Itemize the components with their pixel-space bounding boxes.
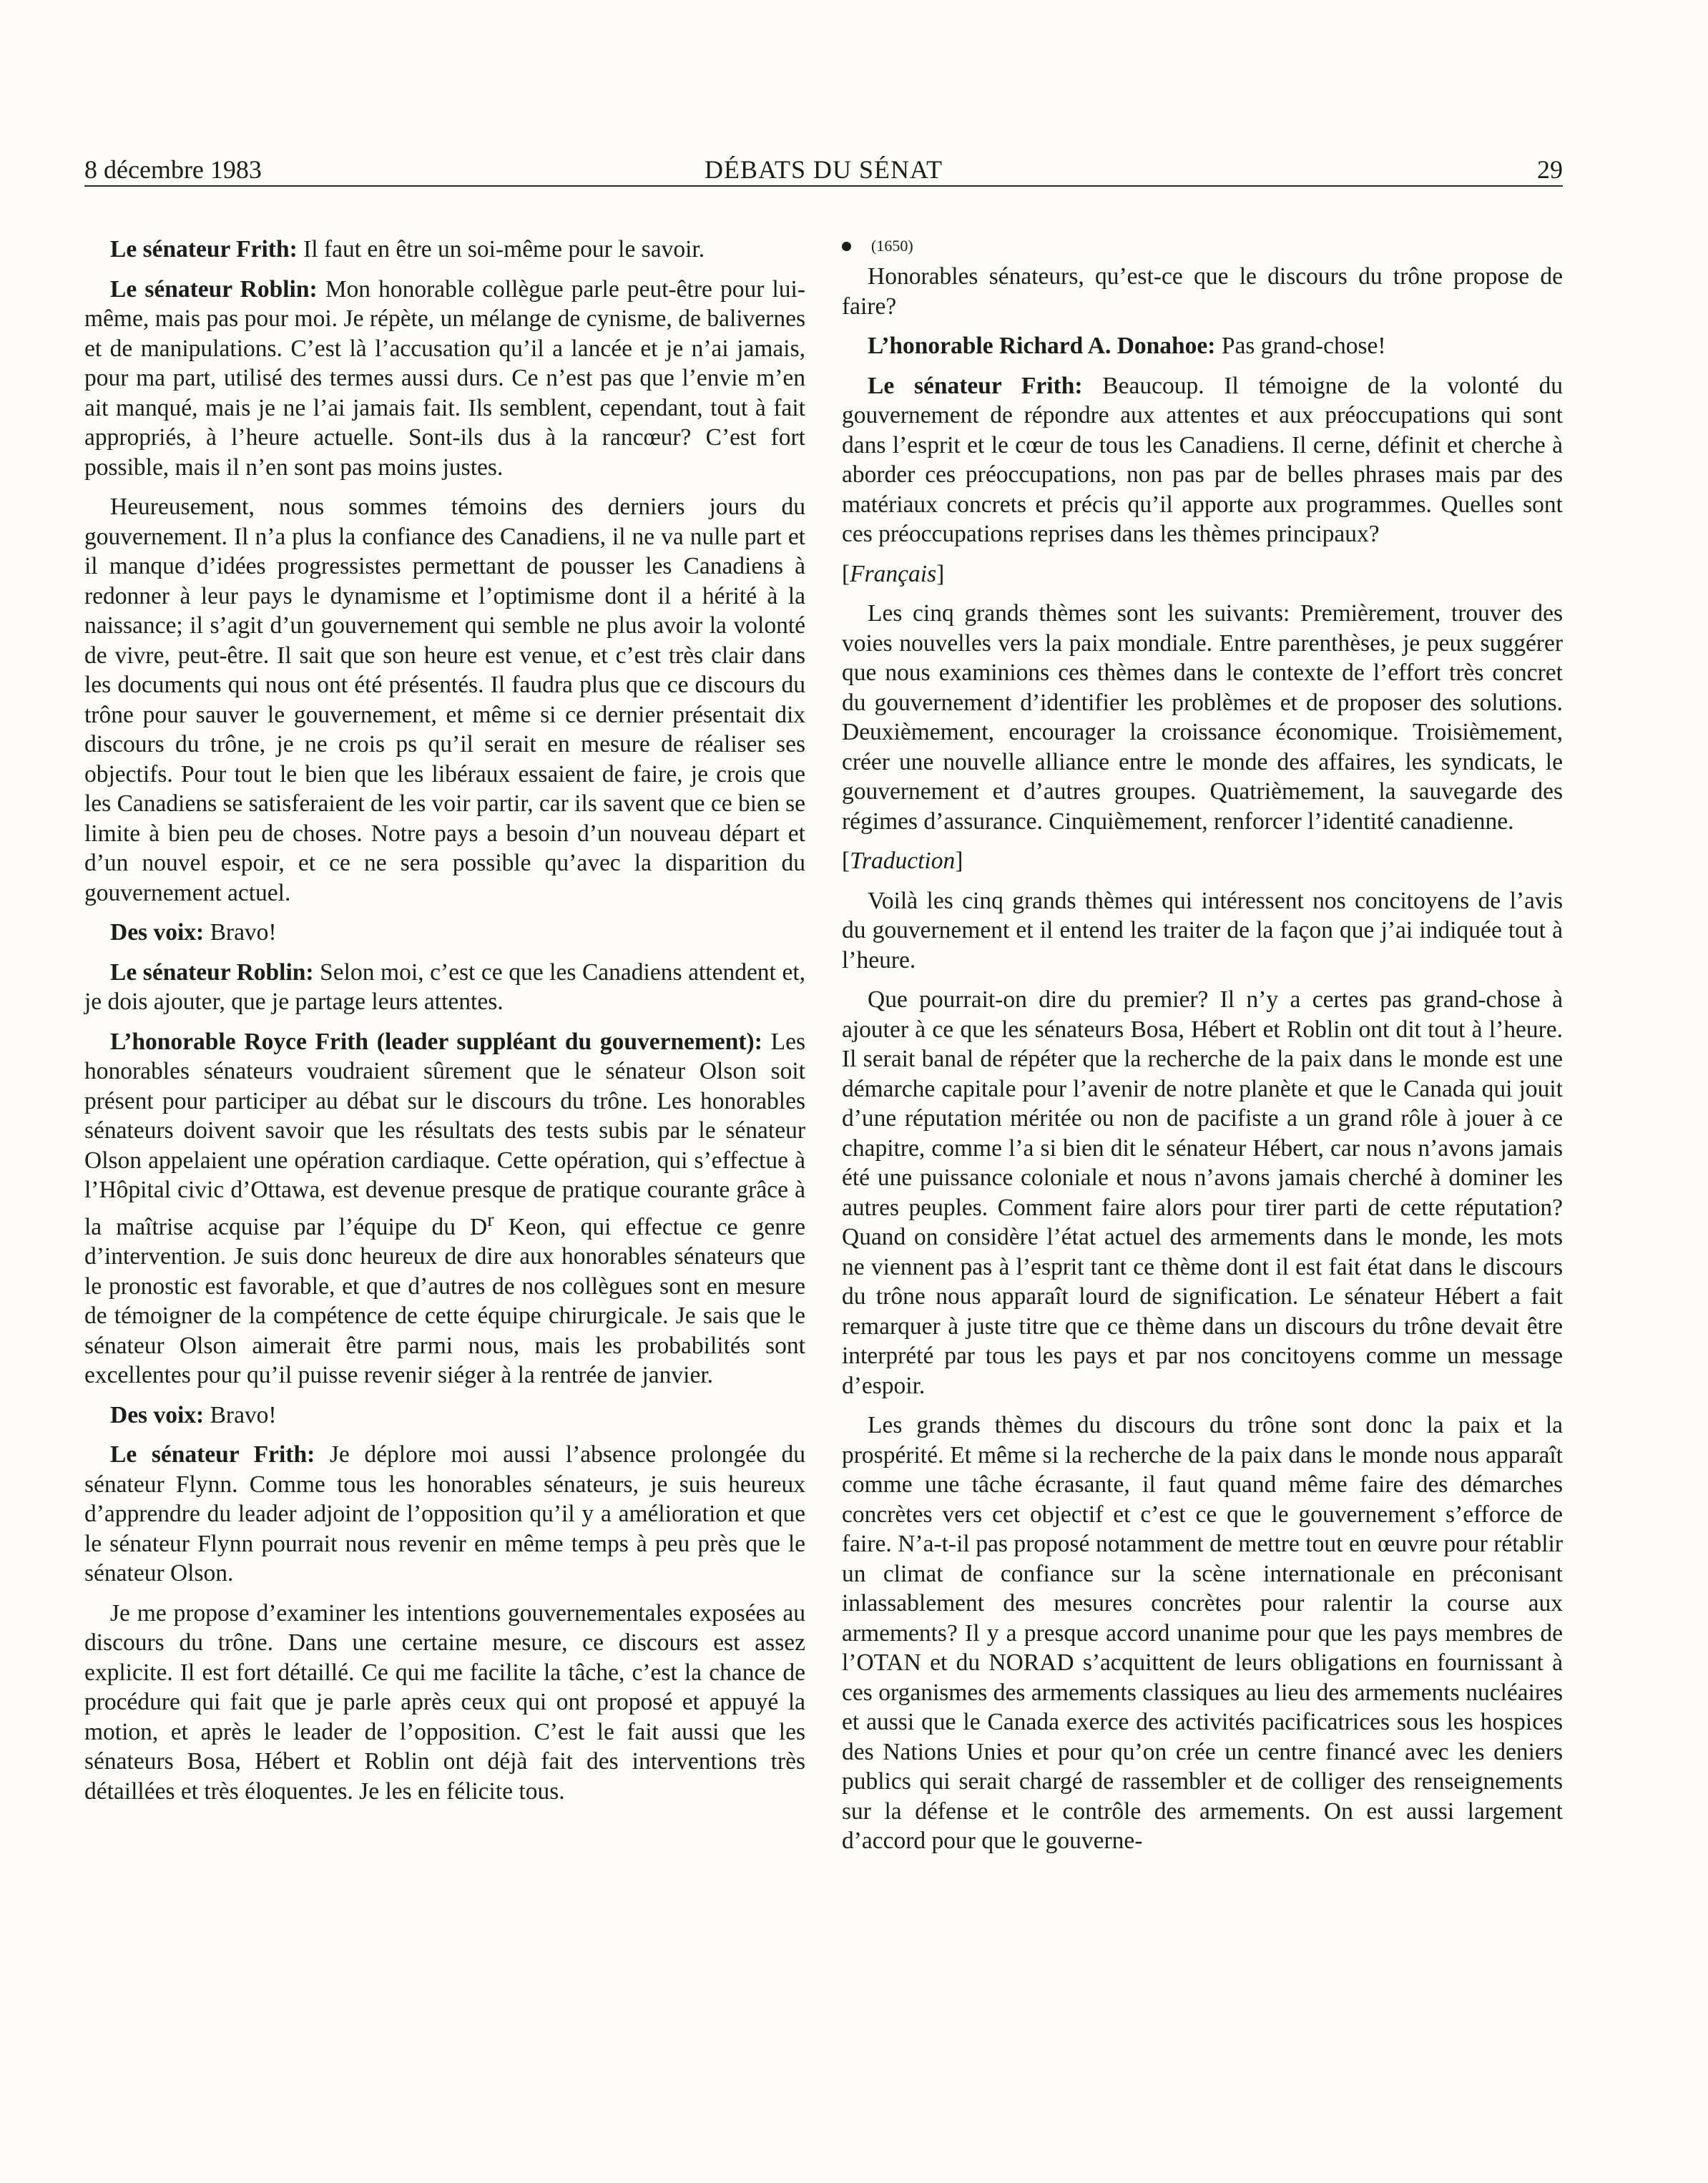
paragraph-text: Beaucoup. Il témoigne de la volonté du gouvernement de répondre aux attentes et aux préoccupations qui sont dans l’esprit et le cœur de tous les Canadiens. Il cerne, définit et cherche à aborder ces préoccupations, non pas par de belles phrases mais par des matériaux concrets et précis qu’il apporte aux programmes. Quelles sont ces préoccupations reprises dans les thèmes principaux? [842,372,1563,547]
speaker-name: L’honorable Richard A. Donahoe: [868,333,1216,359]
running-header [84,152,1563,187]
speaker-name: Le sénateur Frith: [110,1441,315,1468]
paragraph-text: Selon moi, c’est ce que les Canadiens attendent et, je dois ajouter, que je partage leurs attentes. [84,958,805,1015]
bracket-close: ] [955,848,963,874]
paragraph [84,918,805,948]
paragraph-text: Heureusement, nous sommes témoins des derniers jours du gouvernement. Il n’a plus la confiance des Canadiens, il ne va nulle part et il manque d’idées progressistes permettant de pousser les Canadiens à redonner à leur pays le dynamisme et l’optimisme dont il a hérité à la naissance; il s’agit d’un gouvernement qui semble ne plus avoir la volonté de vivre, peut-être. Il sait que son heure est venue, et c’est très clair dans les documents qui nous ont été présentés. Il faudra plus que ce discours du trône pour sauver le gouvernement, et même si ce dernier présentait dix discours du trône, je ne crois ps qu’il serait en mesure de réaliser ses objectifs. Pour tout le bien que les libéraux essaient de faire, je crois que les Canadiens se satisferaient de les voir partir, car ils savent que ce bien se limite à bien peu de choses. Notre pays a besoin d’un nouveau départ et d’un nouvel espoir, et ce ne sera possible qu’avec la disparition du gouvernement actuel. [84,494,805,906]
speaker-name: Le sénateur Frith: [110,236,298,263]
paragraph-text: Il faut en être un soi-même pour le savoir. [303,236,705,263]
paragraph-text: Voilà les cinq grands thèmes qui intéressent nos concitoyens de l’avis du gouvernement et il entend les traiter de la façon que j’ai indiquée tout à l’heure. [842,887,1563,973]
header-date: 8 décembre 1983 [84,155,262,184]
paragraph [84,235,805,265]
speaker-name: Des voix: [110,919,205,946]
paragraph-text: Honorables sénateurs, qu’est-ce que le discours du trône propose de faire? [842,263,1563,320]
speaker-name: Des voix: [110,1401,205,1428]
language-note [842,846,1563,876]
language-label: Français [850,560,937,587]
paragraph-text: Les cinq grands thèmes sont les suivants: Premièrement, trouver des voies nouvelles vers la paix mondiale. Entre parenthèses, je peux suggérer que nous examinions ces thèmes dans le contexte de l’effort très concret du gouvernement d’identifier les problèmes et de proposer des solutions. Deuxièmement, encourager la croissance économique. Troisièmement, créer une nouvelle alliance entre le monde des affaires, les syndicats, le gouvernement et d’autres groupes. Quatrièmement, la sauvegarde des régimes d’assurance. Cinquièmement, renforcer l’identité canadienne. [842,600,1563,835]
superscript: r [487,1208,494,1231]
paragraph [84,1027,805,1390]
paragraph-text: Bravo! [210,1401,277,1428]
paragraph-text: Je me propose d’examiner les intentions gouvernementales exposées au discours du trône. Dans une certaine mesure, ce discours est assez explicite. Il est fort détaillé. Ce qui me facilite la tâche, c’est la chance de procédure qui fait que je parle après ceux qui ont proposé et appuyé la motion, et après le leader de l’opposition. C’est le fait aussi que les sénateurs Bosa, Hébert et Roblin ont déjà fait des interventions très détaillées et très éloquentes. Je les en félicite tous. [84,1599,805,1805]
language-note [842,559,1563,589]
paragraph [842,985,1563,1400]
language-label: Traduction [850,848,956,874]
paragraph-text: Que pourrait-on dire du premier? Il n’y a certes pas grand-chose à ajouter à ce que les sénateurs Bosa, Hébert et Roblin ont dit tout à l’heure. Il serait banal de répéter que la recherche de la paix dans le monde est une démarche capitale pour l’avenir de notre planète et que le Canada qui jouit d’une réputation méritée ou non de pacifiste a un grand rôle à jouer à ce chapitre, comme l’a si bien dit le sénateur Hébert, car nous n’avons jamais été une puissance coloniale et nous n’avons jamais cherché à dominer les autres peuples. Comment faire alors pour tirer parti de cette réputation? Quand on considère l’état actuel des armements dans le monde, les mots ne viennent pas à l’esprit tant ce thème dont il est fait état dans le discours du trône nous apparaît lourd de signification. Le sénateur Hébert a fait remarquer à juste titre que ce thème dans un discours du trône devait être interprété par tous les pays et par nos concitoyens comme un message d’espoir. [842,986,1563,1399]
paragraph [84,1440,805,1589]
header-rule [84,185,1563,187]
paragraph [84,492,805,908]
bracket-open: [ [842,560,850,587]
paragraph-text: Bravo! [210,919,277,946]
time-marker-text: (1650) [871,237,913,255]
paragraph [842,886,1563,976]
paragraph-text: Je déplore moi aussi l’absence prolongée du sénateur Flynn. Comme tous les honorables sénateurs, je suis heureux d’apprendre du leader adjoint de l’opposition qu’il y a amélioration et que le sénateur Flynn pourrait nous revenir en même temps à peu près que le sénateur Olson. [84,1441,805,1587]
paragraph [842,262,1563,321]
bracket-open: [ [842,848,850,874]
speaker-name: Le sénateur Roblin: [110,958,314,986]
left-column [84,235,805,1816]
speaker-name: Le sénateur Roblin: [110,275,318,303]
paragraph-text: Keon, qui effectue ce genre d’intervention. Je suis donc heureux de dire aux honorables sénateurs que le pronostic est favorable, et que d’autres de nos collègues sont en mesure de témoigner de la compétence de cette équipe chirurgicale. Je sais que le sénateur Olson aimerait être parmi nous, mais les probabilités sont excellentes pour qu’il puisse revenir siéger à la rentrée de janvier. [84,1213,805,1389]
paragraph-text: Les honorables sénateurs voudraient sûrement que le sénateur Olson soit présent pour participer au débat sur le discours du trône. Les honorables sénateurs doivent savoir que les résultats des tests subis par le sénateur Olson appelaient une opération cardiaque. Cette opération, qui s’effectue à l’Hôpital civic d’Ottawa, est devenue presque de pratique courante grâce à la maîtrise acquise par l’équipe du D [84,1028,806,1240]
right-column [842,235,1563,1866]
paragraph [84,275,805,483]
paragraph [84,958,805,1017]
bullet-icon [842,242,851,251]
speaker-name: L’honorable Royce Frith (leader suppléant du gouvernement): [110,1028,762,1055]
paragraph-text: Les grands thèmes du discours du trône sont donc la paix et la prospérité. Et même si la recherche de la paix dans le monde nous apparaît comme une tâche écrasante, il faut quand même faire des démarches concrètes vers cet objectif et c’est ce que le gouvernement s’efforce de faire. N’a-t-il pas proposé notamment de mettre tout en œuvre pour rétablir un climat de confiance sur la scène internationale en préconisant inlassablement des mesures concrètes pour ralentir la course aux armements? Il y a presque accord unanime pour que les pays membres de l’OTAN et du NORAD s’acquittent de leurs obligations en fournissant à ces organismes des armements classiques au lieu des armements nucléaires et aussi que le Canada exerce des activités pacificatrices sous les hospices des Nations Unies et pour qu’on crée un centre financé avec les deniers publics qui serait chargé de rassembler et de colliger des renseignements sur la défense et le contrôle des armements. On est aussi largement d’accord pour que le gouverne- [842,1412,1563,1854]
paragraph [842,599,1563,836]
paragraph-text: Pas grand-chose! [1221,333,1386,359]
paragraph [842,331,1563,361]
paragraph [84,1400,805,1431]
time-marker [842,235,1563,257]
header-title: DÉBATS DU SÉNAT [704,155,943,184]
paragraph [84,1599,805,1807]
paragraph-text: Mon honorable collègue parle peut-être pour lui-même, mais pas pour moi. Je répète, un mélange de cynisme, de balivernes et de manipulations. C’est là l’accusation qu’il a lancée et je n’ai jamais, pour ma part, utilisé des termes aussi durs. Ce n’est pas que l’envie m’en ait manqué, mais je ne l’ai jamais fait. Ils semblent, cependant, tout à fait appropriés, à l’heure actuelle. Sont-ils dus à la rancœur? C’est fort possible, mais il n’en sont pas moins justes. [84,275,805,481]
page-number: 29 [1537,155,1563,184]
paragraph [842,1411,1563,1856]
speaker-name: Le sénateur Frith: [868,372,1083,399]
paragraph [842,371,1563,549]
bracket-close: ] [936,560,945,587]
